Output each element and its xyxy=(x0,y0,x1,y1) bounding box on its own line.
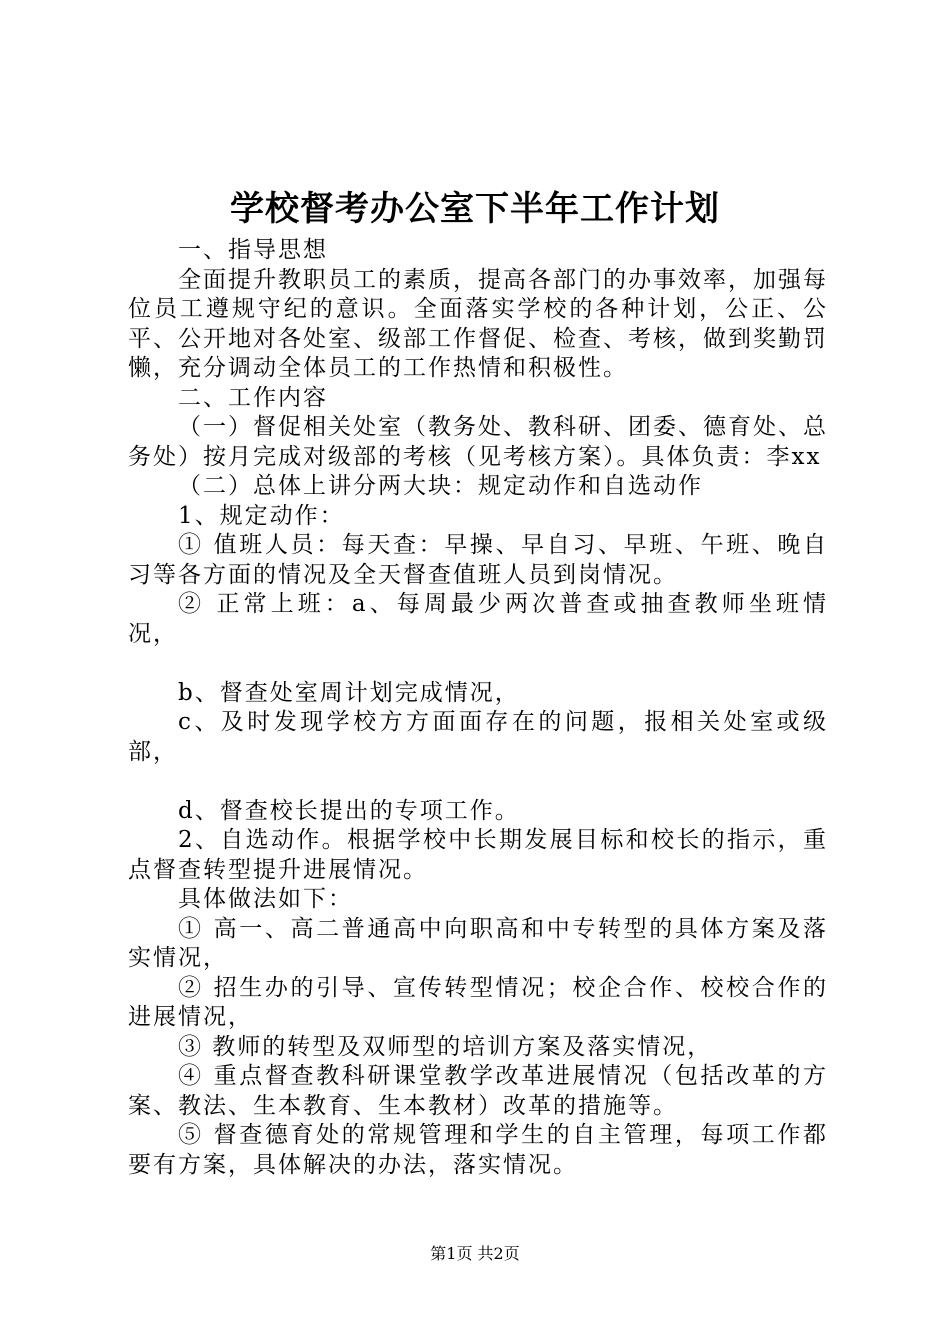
section-heading-guiding-thought: 一、指导思想 xyxy=(178,237,328,263)
page-number-footer: 第1页 共2页 xyxy=(430,1244,520,1263)
list-item-method-2: ② 招生办的引导、宣传转型情况；校企合作、校校合作的进展情况， xyxy=(128,974,828,1030)
subheading-required-actions: 1、规定动作： xyxy=(178,502,345,529)
list-item-normal-work-a: ② 正常上班：a、每周最少两次普查或抽查教师坐班情况， xyxy=(128,591,828,647)
paragraph-item-one: （一）督促相关处室（教务处、教科研、团委、德育处、总务处）按月完成对级部的考核（见考核方案）。具体负责：李xx xyxy=(128,414,828,470)
paragraph-guiding-thought: 全面提升教职员工的素质，提高各部门的办事效率，加强每位员工遵规守纪的意识。全面落实学校的各种计划，公正、公平、公开地对各处室、级部工作督促、检查、考核，做到奖勤罚懒，充分调动全体员工的工作热情和积极性。 xyxy=(128,266,828,381)
list-item-method-1: ① 高一、高二普通高中向职高和中专转型的具体方案及落实情况， xyxy=(128,915,828,971)
subheading-optional-actions: 2、自选动作。根据学校中长期发展目标和校长的指示，重点督查转型提升进展情况。 xyxy=(128,827,828,883)
document-body xyxy=(128,236,828,1180)
list-item-normal-work-b: b、督查处室周计划完成情况， xyxy=(178,679,520,706)
list-item-method-5: ⑤ 督查德育处的常规管理和学生的自主管理，每项工作都要有方案，具体解决的办法，落实情况。 xyxy=(128,1122,828,1178)
list-item-duty-staff: ① 值班人员：每天查：早操、早自习、早班、午班、晚自习等各方面的情况及全天督查值班人员到岗情况。 xyxy=(128,532,828,588)
document-title: 学校督考办公室下半年工作计划 xyxy=(230,189,720,229)
list-item-method-4: ④ 重点督查教科研课堂教学改革进展情况（包括改革的方案、教法、生本教育、生本教材）改革的措施等。 xyxy=(128,1063,828,1119)
section-heading-work-content: 二、工作内容 xyxy=(178,384,328,411)
paragraph-item-two: （二）总体上讲分两大块：规定动作和自选动作 xyxy=(178,473,703,499)
list-item-normal-work-d: d、督查校长提出的专项工作。 xyxy=(178,797,520,824)
list-item-method-3: ③ 教师的转型及双师型的培训方案及落实情况， xyxy=(178,1033,713,1060)
subheading-specific-methods: 具体做法如下： xyxy=(178,886,353,912)
list-item-normal-work-c: c、及时发现学校方方面面存在的问题，报相关处室或级部， xyxy=(128,709,828,765)
